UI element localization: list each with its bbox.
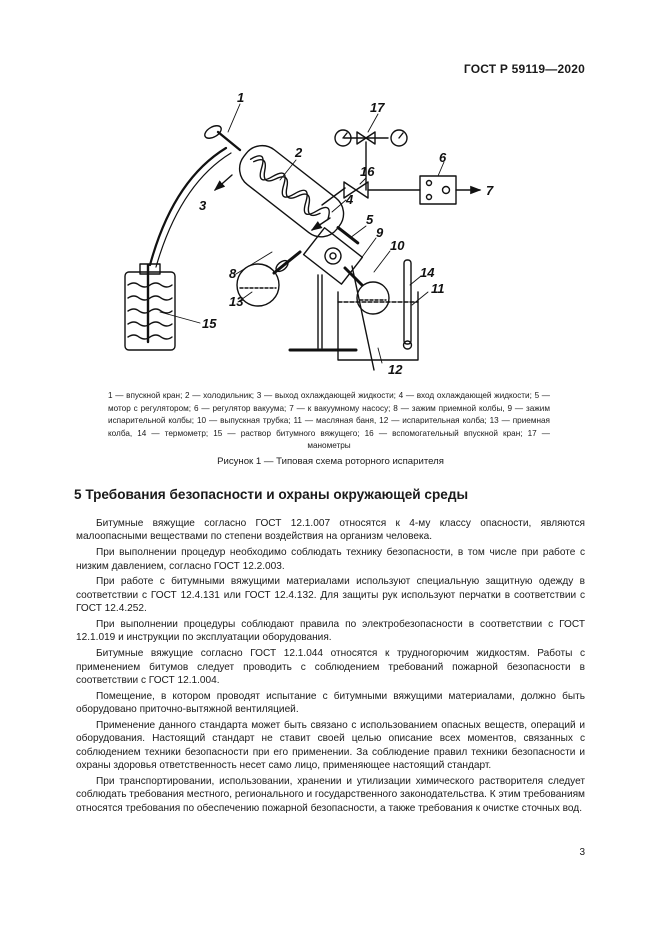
paragraph: Применение данного стандарта может быть связано с использованием опасных веществ, операций и оборудования. Настоящий стандарт не ставит своей целью описание всех моментов, связанных с соблюдением техники безопасности при его применении. За соблюдение правил техники безопасности и охраны здоровья ответственность несет само лицо, применяющее настоящий стандарт. xyxy=(76,720,585,772)
part-label-17: 17 xyxy=(370,100,385,115)
rotary-evaporator-diagram xyxy=(0,80,661,385)
paragraph: При работе с битумными вяжущими материалами используют специальную защитную одежду в соответствии с ГОСТ 12.4.131 или ГОСТ 12.4.132. Для защиты рук используют перчатки в соответствии с ГОСТ 12.4.252. xyxy=(76,576,585,615)
thermometer xyxy=(404,260,412,349)
receiving-flask xyxy=(237,252,300,306)
paragraph: При выполнении процедуры соблюдают правила по электробезопасности в соответствии с ГОСТ 12.1.019 и инструкции по эксплуатации оборудования. xyxy=(76,619,585,644)
paragraph: Помещение, в котором проводят испытание с битумными вяжущими материалами, должно быть оборудовано приточно-вытяжной вентиляцией. xyxy=(76,690,585,716)
part-label-6: 6 xyxy=(439,150,447,165)
section-title: 5 Требования безопасности и охраны окружающей среды xyxy=(74,487,469,502)
sample-jar xyxy=(125,264,175,350)
part-label-12: 12 xyxy=(388,362,403,377)
paragraph: Битумные вяжущие согласно ГОСТ 12.1.007 относятся к 4-му классу опасности, являются малоопасными веществами по степени воздействия на организм человека. xyxy=(76,518,585,543)
sample-hose xyxy=(150,148,231,267)
part-label-5: 5 xyxy=(366,212,374,227)
part-label-11: 11 xyxy=(431,281,445,296)
paragraph: Битумные вяжущие согласно ГОСТ 12.1.044 относятся к трудногорючим жидкостям. Работы с применением битумов следует проводить с соблюдением требований пожарной безопасности в соответствии с ГОСТ 12.1.004. xyxy=(76,648,585,687)
part-label-2: 2 xyxy=(295,145,303,160)
part-label-9: 9 xyxy=(376,225,384,240)
figure-legend: 1 — впускной кран; 2 — холодильник; 3 — выход охлаждающей жидкости; 4 — вход охлаждающей жидкости; 5 — мотор с регулятором; 6 — регулятор вакуума; 7 — к вакуумному насосу; 8 — зажим приемной колбы, 9 — зажим испарительной колбы; 10 — выпускная трубка; 11 — масляная баня, 12 — испарительная колба; 13 — приемная колба, 14 — термометр; 15 — раствор битумного вяжущего; 16 — вспомогательный впускной кран; 17 — манометры xyxy=(108,391,550,451)
paragraph: При транспортировании, использовании, хранении и утилизации химического растворителя следует соблюдать требования местного, регионального и государственного законодательства. К этим требованиям относятся требования по обеспечению пожарной безопасности, а также требования к очистке сточных вод. xyxy=(76,776,585,814)
page-number: 3 xyxy=(579,847,585,858)
part-label-4: 4 xyxy=(346,192,354,207)
part-label-15: 15 xyxy=(202,316,217,331)
vacuum-regulator xyxy=(420,176,480,204)
section-body xyxy=(76,517,585,818)
part-label-7: 7 xyxy=(486,183,494,198)
coolant-outlet xyxy=(215,175,232,190)
part-label-16: 16 xyxy=(360,164,375,179)
part-label-10: 10 xyxy=(390,238,405,253)
part-label-8: 8 xyxy=(229,266,237,281)
stand xyxy=(290,275,356,350)
part-label-1: 1 xyxy=(237,90,245,105)
figure-caption: Рисунок 1 — Типовая схема роторного испарителя xyxy=(217,456,444,467)
part-label-3: 3 xyxy=(199,198,207,213)
inlet-tap xyxy=(203,123,240,150)
coolant-inlet xyxy=(312,218,330,230)
part-label-14: 14 xyxy=(420,265,435,280)
document-id: ГОСТ Р 59119—2020 xyxy=(463,62,585,76)
part-label-13: 13 xyxy=(229,294,244,309)
paragraph: При выполнении процедур необходимо соблюдать технику безопасности, в том числе при работе с низким давлением, согласно ГОСТ 12.2.003. xyxy=(76,547,585,572)
evaporating-flask xyxy=(345,268,389,314)
